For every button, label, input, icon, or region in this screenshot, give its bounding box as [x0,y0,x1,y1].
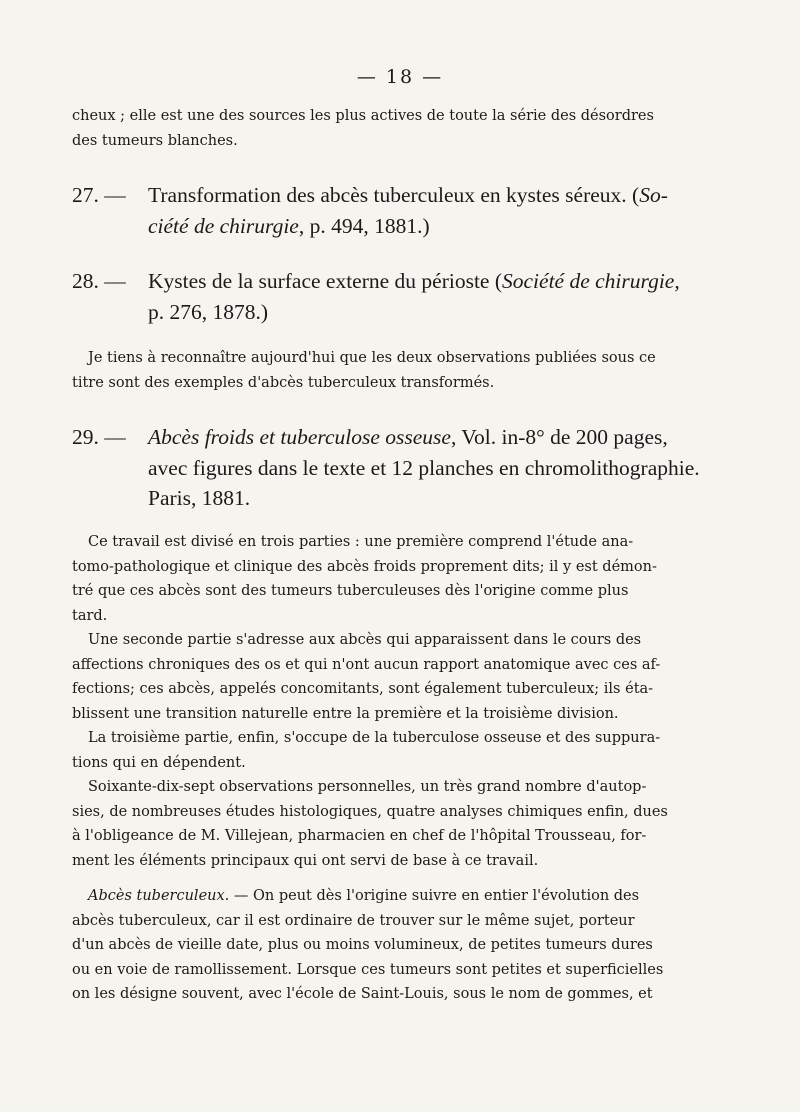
text-line: — On peut dès l'origine suivre en entier l'évolution des [229,888,640,904]
text-line: ment les éléments principaux qui ont servi de base à ce travail. [72,852,539,869]
final-paragraph [72,884,706,1007]
summary-body [72,530,706,873]
entry-venue: Société de chirurgie, [502,269,680,293]
text-line: fections; ces abcès, appelés concomitants, sont également tuberculeux; ils éta- [72,681,654,697]
text-line: à l'obligeance de M. Villejean, pharmacien en chef de l'hôpital Trousseau, for- [72,828,647,844]
text-line: ou en voie de ramollissement. Lorsque ces tumeurs sont petites et superficielles [72,961,664,978]
entry-citation: Paris, 1881. [148,486,251,510]
text-line: tions qui en dépendent. [72,754,246,771]
entry-number: 27. — [72,183,126,207]
text-line: des tumeurs blanches. [72,132,238,149]
page-number: — 18 — [356,66,444,88]
entry-details: , Vol. in-8° de 200 pages, [450,425,668,449]
entry-details: avec figures dans le texte et 12 planches en chromolithographie. [148,455,700,480]
bibliography-entry-27 [72,180,706,241]
intro-paragraph [72,104,706,153]
text-line: Soixante-dix-sept observations personnelles, un très grand nombre d'autop- [88,779,647,795]
text-line: titre sont des exemples d'abcès tuberculeux transformés. [72,374,495,391]
text-line: tomo-pathologique et clinique des abcès froids proprement dits; il y est démon- [72,558,657,575]
entry-citation: p. 276, 1878.) [148,299,269,324]
text-line: Je tiens à reconnaître aujourd'hui que les deux observations publiées sous ce [88,350,656,366]
entry-number: 29. — [72,425,126,449]
text-line: cheux ; elle est une des sources les plus actives de toute la série des désordres [72,108,654,124]
bibliography-entry-28 [72,266,706,327]
entry-title: Kystes de la surface externe du périoste ( [148,269,503,293]
text-line: on les désigne souvent, avec l'école de Saint-Louis, sous le nom de gommes, et [72,986,653,1002]
text-line: abcès tuberculeux, car il est ordinaire de trouver sur le même sujet, porteur [72,912,635,929]
text-line: tard. [72,607,108,624]
entry-venue: ciété de chirurgie [148,213,299,238]
entry-number: 28. — [72,269,126,293]
text-line: tré que ces abcès sont des tumeurs tuberculeuses dès l'origine comme plus [72,583,629,599]
entry-citation: , p. 494, 1881.) [298,213,430,238]
entry-venue: So- [639,183,668,207]
entry-title: Abcès froids et tuberculose osseuse [148,425,451,449]
text-line: La troisième partie, enfin, s'occupe de la tuberculose osseuse et des suppura- [88,730,661,746]
text-line: d'un abcès de vieille date, plus ou moins volumineux, de petites tumeurs dures [72,937,653,953]
section-heading: Abcès tuberculeux. [88,888,230,904]
text-line: Ce travail est divisé en trois parties : une première comprend l'étude ana- [88,534,634,550]
text-line: Une seconde partie s'adresse aux abcès qui apparaissent dans le cours des [88,632,642,648]
entry-title: Transformation des abcès tuberculeux en kystes séreux. ( [148,183,640,207]
note-paragraph [72,346,706,395]
text-line: sies, de nombreuses études histologiques, quatre analyses chimiques enfin, dues [72,803,668,820]
bibliography-entry-29 [72,422,706,514]
text-line: blissent une transition naturelle entre la première et la troisième division. [72,705,619,722]
text-line: affections chroniques des os et qui n'ont aucun rapport anatomique avec ces af- [72,656,661,673]
